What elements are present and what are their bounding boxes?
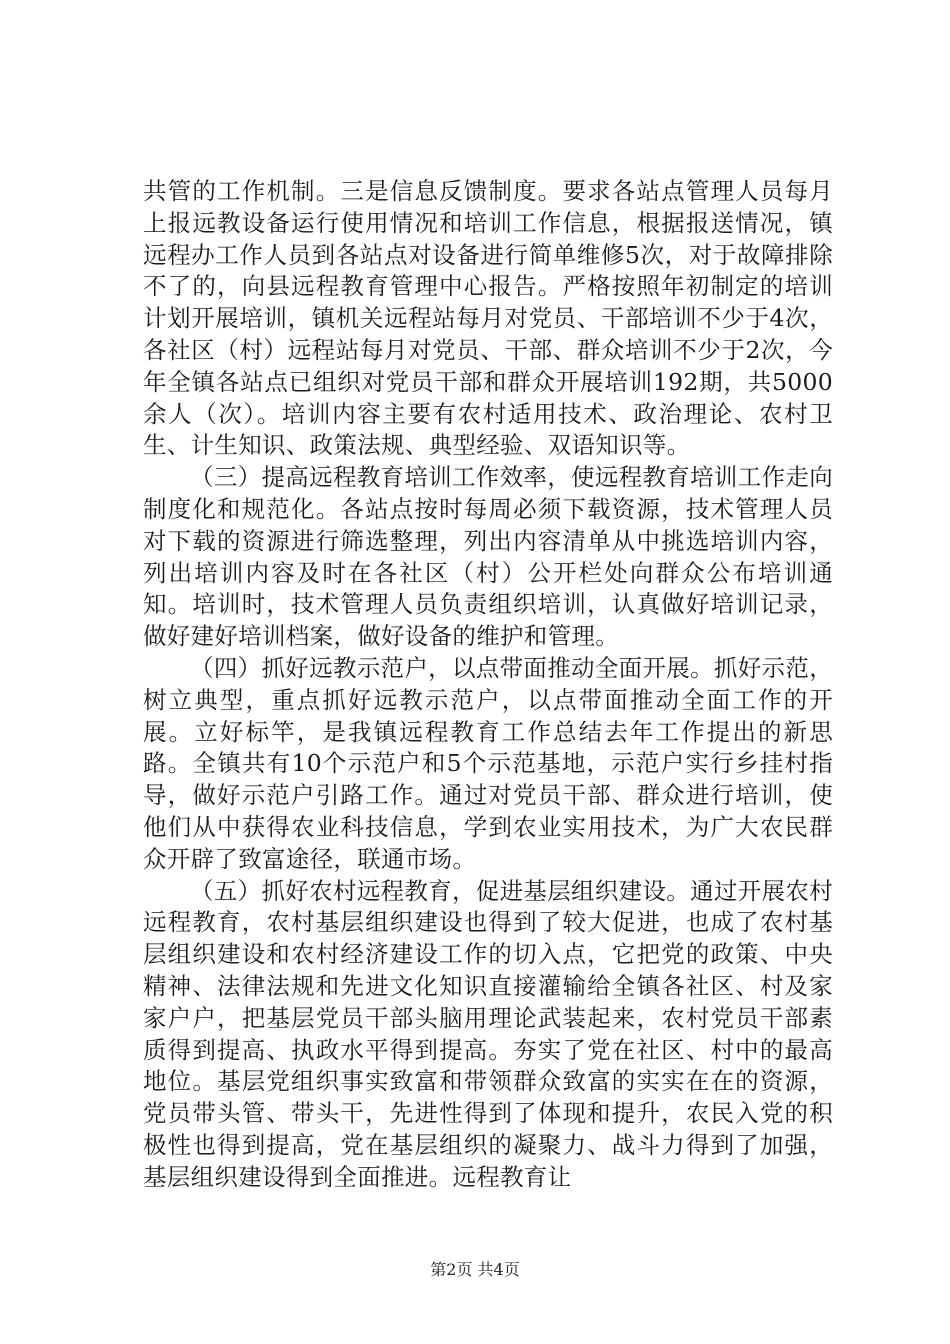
paragraph-2: （三）提高远程教育培训工作效率，使远程教育培训工作走向制度化和规范化。各站点按时每周必须下载资源，技术管理人员对下载的资源进行筛选整理，列出内容清单从中挑选培训内容，列出培训内容及时在各社区（村）公开栏处向群众公布培训通知。培训时，技术管理人员负责组织培训，认真做好培训记录，做好建好培训档案，做好设备的维护和管理。: [143, 463, 833, 651]
paragraph-3: （四）抓好远教示范户，以点带面推动全面开展。抓好示范，树立典型，重点抓好远教示范户，以点带面推动全面工作的开展。立好标竿，是我镇远程教育工作总结去年工作提出的新思路。全镇共有10个示范户和5个示范基地，示范户实行乡挂村指导，做好示范户引路工作。通过对党员干部、群众进行培训，使他们从中获得农业科技信息，学到农业实用技术，为广大农民群众开辟了致富途径，联通市场。: [143, 653, 833, 873]
paragraph-4: （五）抓好农村远程教育，促进基层组织建设。通过开展农村远程教育，农村基层组织建设也得到了较大促进，也成了农村基层组织建设和农村经济建设工作的切入点，它把党的政策、中央精神、法律法规和先进文化知识直接灌输给全镇各社区、村及家家户户，把基层党员干部头脑用理论武装起来，农村党员干部素质得到提高、执政水平得到提高。夯实了党在社区、村中的最高地位。基层党组织事实致富和带领群众致富的实实在在的资源，党员带头管、带头干，先进性得到了体现和提升，农民入党的积极性也得到提高，党在基层组织的凝聚力、战斗力得到了加强，基层组织建设得到全面推进。远程教育让: [143, 876, 833, 1191]
document-body: [143, 176, 833, 1194]
page-number-footer: 第2页 共4页: [430, 1260, 520, 1279]
paragraph-1: 共管的工作机制。三是信息反馈制度。要求各站点管理人员每月上报远教设备运行使用情况和培训工作信息，根据报送情况，镇远程办工作人员到各站点对设备进行简单维修5次，对于故障排除不了的，向县远程教育管理中心报告。严格按照年初制定的培训计划开展培训，镇机关远程站每月对党员、干部培训不少于4次，各社区（村）远程站每月对党员、干部、群众培训不少于2次，今年全镇各站点已组织对党员干部和群众开展培训192期，共5000余人（次）。培训内容主要有农村适用技术、政治理论、农村卫生、计生知识、政策法规、典型经验、双语知识等。: [143, 177, 833, 460]
